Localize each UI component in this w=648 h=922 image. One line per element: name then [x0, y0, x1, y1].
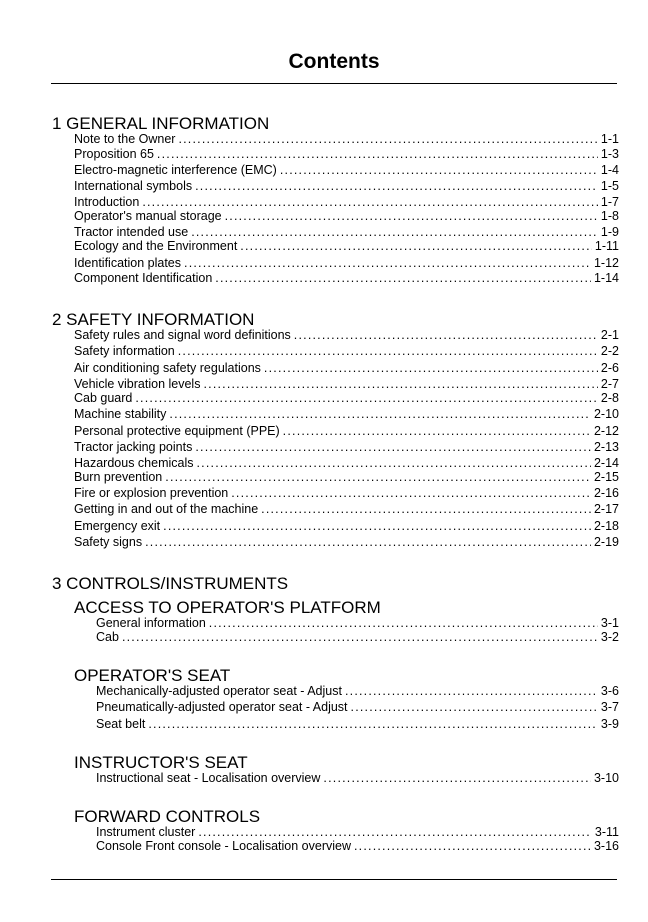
- dot-leader: [209, 616, 598, 631]
- toc-entry[interactable]: [96, 684, 619, 699]
- dot-leader: [165, 470, 591, 485]
- dot-leader: [323, 771, 591, 786]
- toc-entry[interactable]: [74, 195, 619, 210]
- dot-leader: [215, 271, 591, 286]
- toc-entry-page: 1-12: [593, 256, 619, 270]
- toc-entry-label: Note to the Owner: [74, 132, 176, 146]
- toc-entry-label: Pneumatically-adjusted operator seat - Adjust: [96, 700, 348, 714]
- dot-leader: [240, 239, 592, 254]
- toc-entry-label: Mechanically-adjusted operator seat - Adjust: [96, 684, 342, 698]
- toc-entry-page: 2-6: [600, 361, 619, 375]
- toc-entry-page: 2-15: [593, 470, 619, 484]
- toc-entry[interactable]: [74, 256, 619, 271]
- dot-leader: [169, 407, 591, 422]
- dot-leader: [264, 361, 598, 376]
- toc-entry-page: 2-14: [593, 456, 619, 470]
- toc-entry[interactable]: [74, 132, 619, 147]
- section-heading: OPERATOR'S SEAT: [74, 666, 231, 685]
- dot-leader: [195, 179, 598, 194]
- dot-leader: [283, 424, 591, 439]
- section-heading: FORWARD CONTROLS: [74, 807, 261, 826]
- dot-leader: [197, 456, 591, 471]
- toc-entry[interactable]: [74, 209, 619, 224]
- dot-leader: [345, 684, 598, 699]
- section-heading: ACCESS TO OPERATOR'S PLATFORM: [74, 598, 381, 617]
- toc-entry[interactable]: [74, 470, 619, 485]
- toc-entry[interactable]: [74, 225, 619, 240]
- dot-leader: [195, 440, 591, 455]
- dot-leader: [135, 391, 598, 406]
- toc-entry-page: 1-8: [600, 209, 619, 223]
- toc-entry[interactable]: [74, 361, 619, 376]
- toc-entry[interactable]: [74, 147, 619, 162]
- toc-entry-page: 2-7: [600, 377, 619, 391]
- dot-leader: [142, 195, 598, 210]
- toc-entry-label: Proposition 65: [74, 147, 154, 161]
- dot-leader: [145, 535, 591, 550]
- toc-entry-label: Getting in and out of the machine: [74, 502, 259, 516]
- toc-entry-label: Safety rules and signal word definitions: [74, 328, 291, 342]
- toc-entry-label: Identification plates: [74, 256, 182, 270]
- toc-entry[interactable]: [74, 519, 619, 534]
- toc-entry-page: 2-19: [593, 535, 619, 549]
- toc-entry-label: Safety signs: [74, 535, 143, 549]
- toc-entry-page: 1-3: [600, 147, 619, 161]
- toc-entry-page: 2-18: [593, 519, 619, 533]
- chapter-heading: 3 CONTROLS/INSTRUMENTS: [52, 574, 289, 593]
- toc-entry-label: Tractor jacking points: [74, 440, 193, 454]
- toc-entry[interactable]: [74, 377, 619, 392]
- toc-entry-page: 3-9: [600, 717, 619, 731]
- toc-entry[interactable]: [74, 486, 619, 501]
- toc-entry[interactable]: [74, 391, 619, 406]
- toc-entry[interactable]: [96, 717, 619, 732]
- toc-entry-label: Introduction: [74, 195, 140, 209]
- bottom-rule: [51, 879, 617, 880]
- toc-entry[interactable]: [96, 630, 619, 645]
- toc-entry-label: Seat belt: [96, 717, 146, 731]
- toc-entry-page: 3-6: [600, 684, 619, 698]
- toc-entry[interactable]: [74, 424, 619, 439]
- dot-leader: [280, 163, 598, 178]
- toc-entry[interactable]: [96, 700, 619, 715]
- dot-leader: [198, 825, 592, 840]
- toc-entry-label: Tractor intended use: [74, 225, 189, 239]
- toc-entry-label: Machine stability: [74, 407, 167, 421]
- toc-entry[interactable]: [96, 771, 619, 786]
- toc-entry-label: International symbols: [74, 179, 193, 193]
- dot-leader: [163, 519, 591, 534]
- chapter-heading: 2 SAFETY INFORMATION: [52, 310, 255, 329]
- toc-entry[interactable]: [74, 179, 619, 194]
- toc-entry-label: Cab guard: [74, 391, 133, 405]
- toc-entry[interactable]: [96, 616, 619, 631]
- toc-entry[interactable]: [74, 163, 619, 178]
- toc-entry-label: Instrument cluster: [96, 825, 196, 839]
- dot-leader: [178, 132, 597, 147]
- toc-entry-page: 1-1: [600, 132, 619, 146]
- dot-leader: [231, 486, 591, 501]
- dot-leader: [191, 225, 598, 240]
- toc-entry-label: Vehicle vibration levels: [74, 377, 201, 391]
- dot-leader: [157, 147, 598, 162]
- toc-entry-label: Ecology and the Environment: [74, 239, 238, 253]
- toc-entry-label: General information: [96, 616, 206, 630]
- dot-leader: [203, 377, 597, 392]
- toc-entry-page: 1-7: [600, 195, 619, 209]
- toc-entry-label: Hazardous chemicals: [74, 456, 194, 470]
- toc-entry-page: 2-13: [593, 440, 619, 454]
- toc-entry[interactable]: [74, 407, 619, 422]
- toc-entry-page: 3-10: [593, 771, 619, 785]
- toc-entry-label: Burn prevention: [74, 470, 163, 484]
- dot-leader: [122, 630, 598, 645]
- toc-entry-label: Personal protective equipment (PPE): [74, 424, 280, 438]
- toc-entry-page: 3-1: [600, 616, 619, 630]
- toc-entry-page: 1-14: [593, 271, 619, 285]
- toc-entry[interactable]: [74, 328, 619, 343]
- toc-entry-label: Electro-magnetic interference (EMC): [74, 163, 277, 177]
- toc-entry-page: 2-2: [600, 344, 619, 358]
- toc-entry[interactable]: [96, 825, 619, 840]
- section-heading: INSTRUCTOR'S SEAT: [74, 753, 248, 772]
- toc-entry[interactable]: [74, 456, 619, 471]
- toc-entry-page: 2-17: [593, 502, 619, 516]
- dot-leader: [178, 344, 598, 359]
- dot-leader: [294, 328, 598, 343]
- dot-leader: [354, 839, 591, 854]
- toc-entry-label: Component Identification: [74, 271, 213, 285]
- toc-entry-page: 1-4: [600, 163, 619, 177]
- toc-entry[interactable]: [74, 502, 619, 517]
- toc-entry-page: 3-2: [600, 630, 619, 644]
- toc-entry-label: Emergency exit: [74, 519, 161, 533]
- dot-leader: [184, 256, 591, 271]
- toc-entry-page: 2-1: [600, 328, 619, 342]
- page-title: Contents: [288, 50, 380, 73]
- toc-entry-label: Air conditioning safety regulations: [74, 361, 261, 375]
- toc-entry-page: 3-11: [594, 825, 619, 839]
- dot-leader: [261, 502, 591, 517]
- toc-entry-label: Operator's manual storage: [74, 209, 222, 223]
- toc-entry-label: Safety information: [74, 344, 175, 358]
- toc-entry-page: 3-7: [600, 700, 619, 714]
- toc-entry-page: 1-11: [594, 239, 619, 253]
- dot-leader: [148, 717, 598, 732]
- toc-entry-label: Instructional seat - Localisation overview: [96, 771, 321, 785]
- toc-entry-page: 2-10: [593, 407, 619, 421]
- toc-entry[interactable]: [74, 535, 619, 550]
- toc-entry[interactable]: [74, 440, 619, 455]
- toc-entry-page: 2-8: [600, 391, 619, 405]
- toc-entry-page: 1-9: [600, 225, 619, 239]
- chapter-heading: 1 GENERAL INFORMATION: [52, 114, 270, 133]
- toc-entry-page: 2-16: [593, 486, 619, 500]
- toc-entry[interactable]: [96, 839, 619, 854]
- toc-entry[interactable]: [74, 271, 619, 286]
- toc-entry-label: Cab: [96, 630, 119, 644]
- toc-entry[interactable]: [74, 239, 619, 254]
- dot-leader: [225, 209, 598, 224]
- toc-entry-label: Console Front console - Localisation overview: [96, 839, 351, 853]
- toc-entry-page: 2-12: [593, 424, 619, 438]
- toc-entry-label: Fire or explosion prevention: [74, 486, 229, 500]
- toc-entry-page: 3-16: [593, 839, 619, 853]
- dot-leader: [351, 700, 598, 715]
- toc-entry-page: 1-5: [600, 179, 619, 193]
- toc-entry[interactable]: [74, 344, 619, 359]
- top-rule: [51, 83, 617, 84]
